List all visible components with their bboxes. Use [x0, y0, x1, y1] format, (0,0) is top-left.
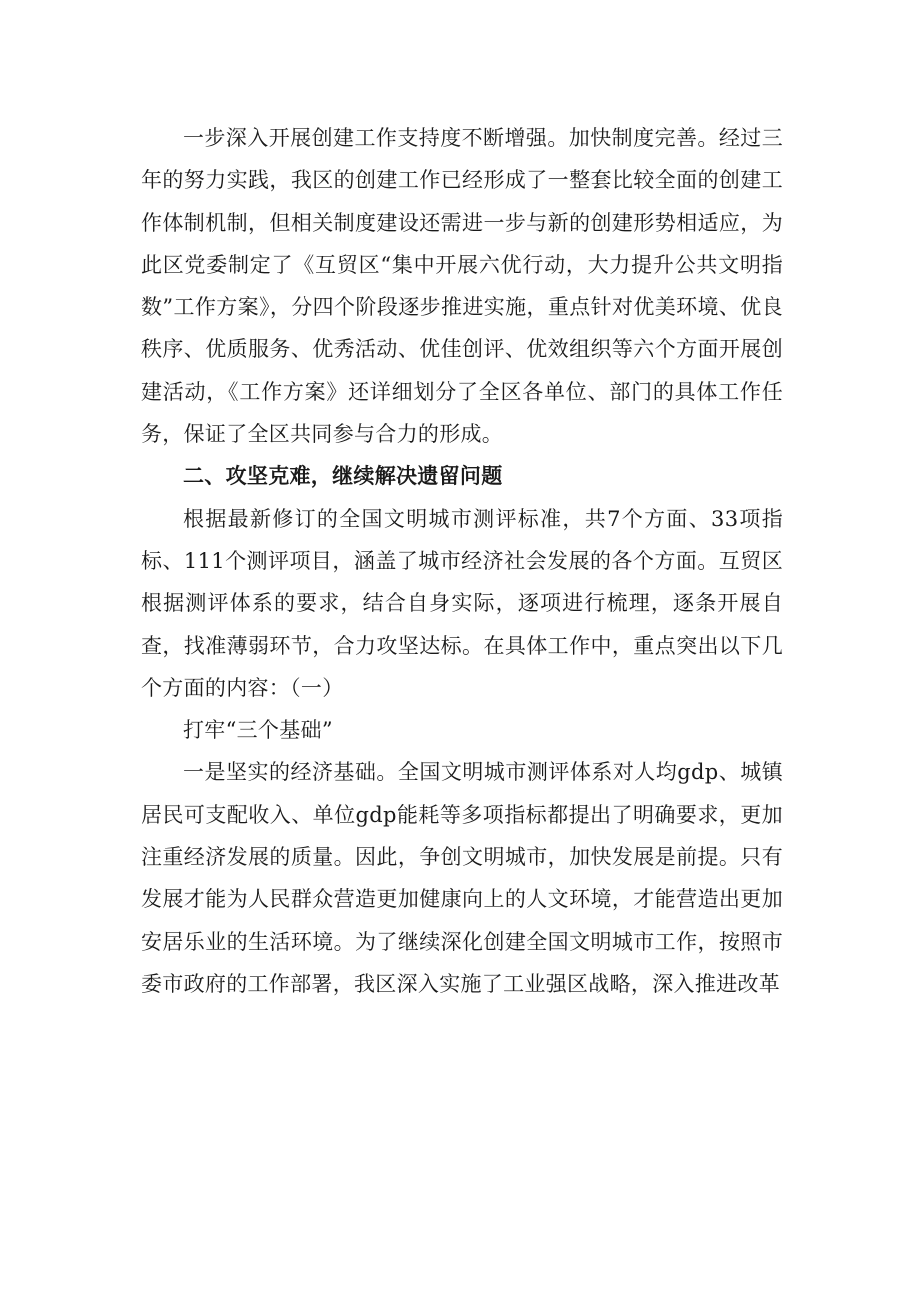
paragraph-system-improvement: 一步深入开展创建工作支持度不断增强。加快制度完善。经过三年的努力实践，我区的创建工作已经形成了一整套比较全面的创建工作体制机制，但相关制度建设还需进一步与新的创建形势相适应，为此区党委制定了《互贸区“集中开展六优行动，大力提升公共文明指数”工作方案》，分四个阶段逐步推进实施，重点针对优美环境、优良秩序、优质服务、优秀活动、优佳创评、优效组织等六个方面开展创建活动，《工作方案》还详细划分了全区各单位、部门的具体工作任务，保证了全区共同参与合力的形成。 — [141, 126, 783, 447]
paragraph-economic-foundation: 一是坚实的经济基础。全国文明城市测评体系对人均gdp、城镇居民可支配收入、单位gdp能耗等多项指标都提出了明确要求，更加注重经济发展的质量。因此，争创文明城市，加快发展是前提。只有发展才能为人民群众营造更加健康向上的人文环境，才能营造出更加安居乐业的生活环境。为了继续深化创建全国文明城市工作，按照市委市政府的工作部署，我区深入实施了工业强区战略，深入推进改革 — [141, 760, 783, 996]
paragraph-three-foundations: 打牢“三个基础” — [183, 718, 333, 743]
section-heading-two: 二、攻坚克难，继续解决遗留问题 — [183, 464, 503, 489]
paragraph-evaluation-standards: 根据最新修订的全国文明城市测评标准，共7个方面、33项指标、111个测评项目，涵盖了城市经济社会发展的各个方面。互贸区根据测评体系的要求，结合自身实际，逐项进行梳理，逐条开展自查，找准薄弱环节，合力攻坚达标。在具体工作中，重点突出以下几个方面的内容：（一） — [141, 506, 783, 700]
document-body — [141, 117, 783, 1005]
